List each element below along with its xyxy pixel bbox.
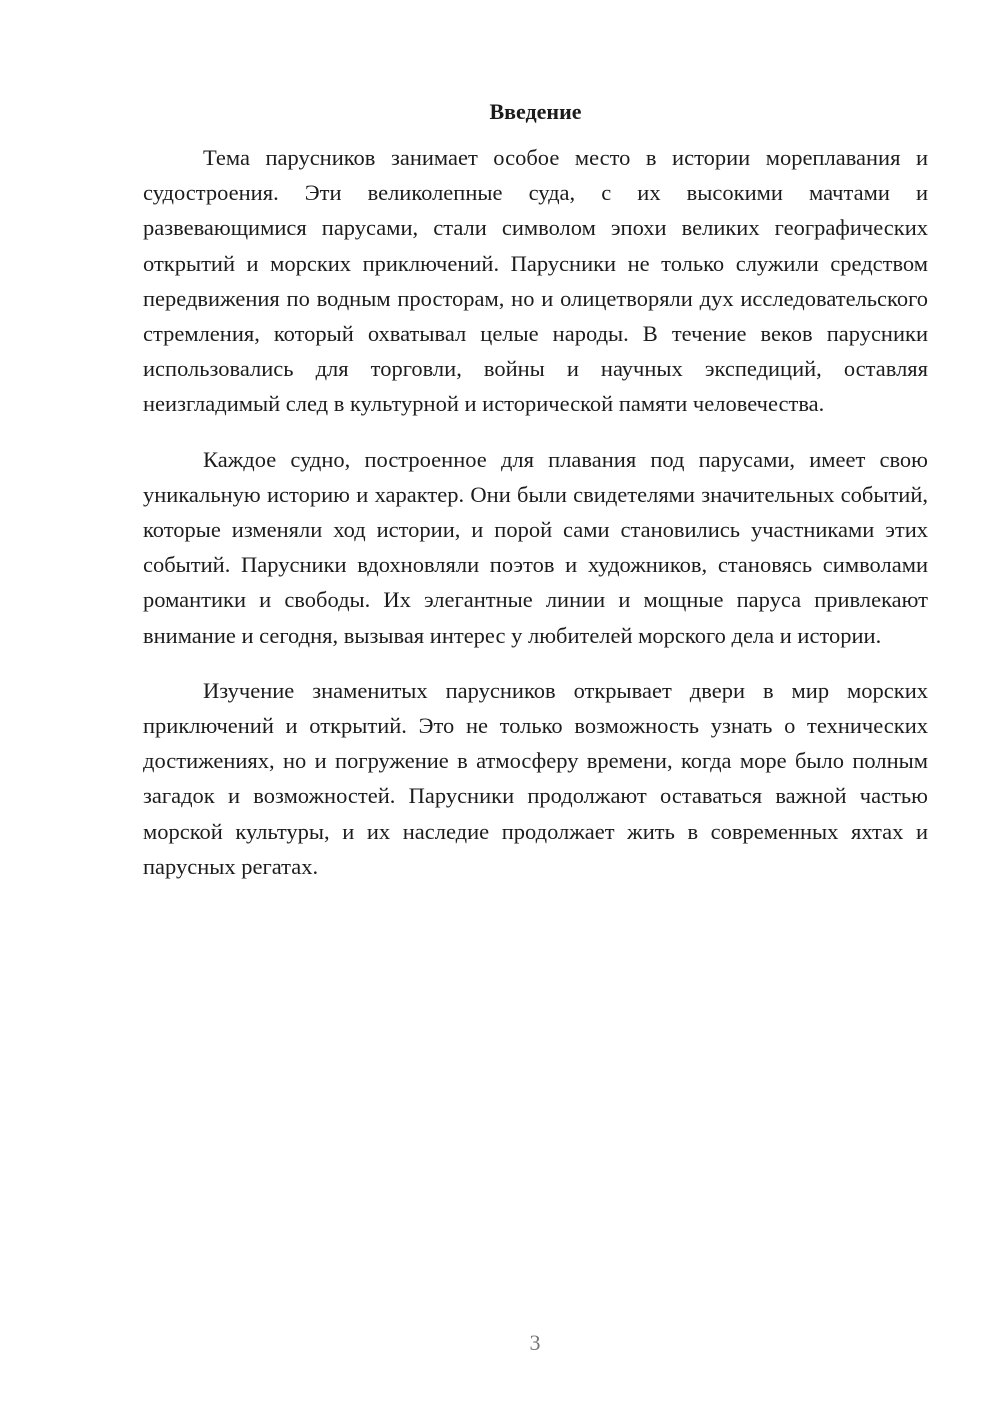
page-body (143, 96, 928, 904)
paragraph-2: Каждое судно, построенное для плавания под парусами, имеет свою уникальную историю и характер. Они были свидетелями значительных событий, которые изменяли ход истории, и порой сами становились участниками этих событий. Парусники вдохновляли поэтов и художников, становясь символами романтики и свободы. Их элегантные линии и мощные паруса привлекают внимание и сегодня, вызывая интерес у любителей морского дела и истории. (143, 446, 928, 648)
paragraph-3: Изучение знаменитых парусников открывает двери в мир морских приключений и открытий. Это не только возможность узнать о технических достижениях, но и погружение в атмосферу времени, когда море было полным загадок и возможностей. Парусники продолжают оставаться важной частью морской культуры, и их наследие продолжает жить в современных яхтах и парусных регатах. (143, 677, 928, 879)
section-heading: Введение (489, 99, 582, 124)
page-number: 3 (529, 1330, 541, 1355)
paragraph-1: Тема парусников занимает особое место в истории мореплавания и судостроения. Эти великолепные суда, с их высокими мачтами и развевающимися парусами, стали символом эпохи великих географических открытий и морских приключений. Парусники не только служили средством передвижения по водным просторам, но и олицетворяли дух исследовательского стремления, который охватывал целые народы. В течение веков парусники использовались для торговли, войны и научных экспедиций, оставляя неизгладимый след в культурной и исторической памяти человечества. (143, 145, 928, 417)
